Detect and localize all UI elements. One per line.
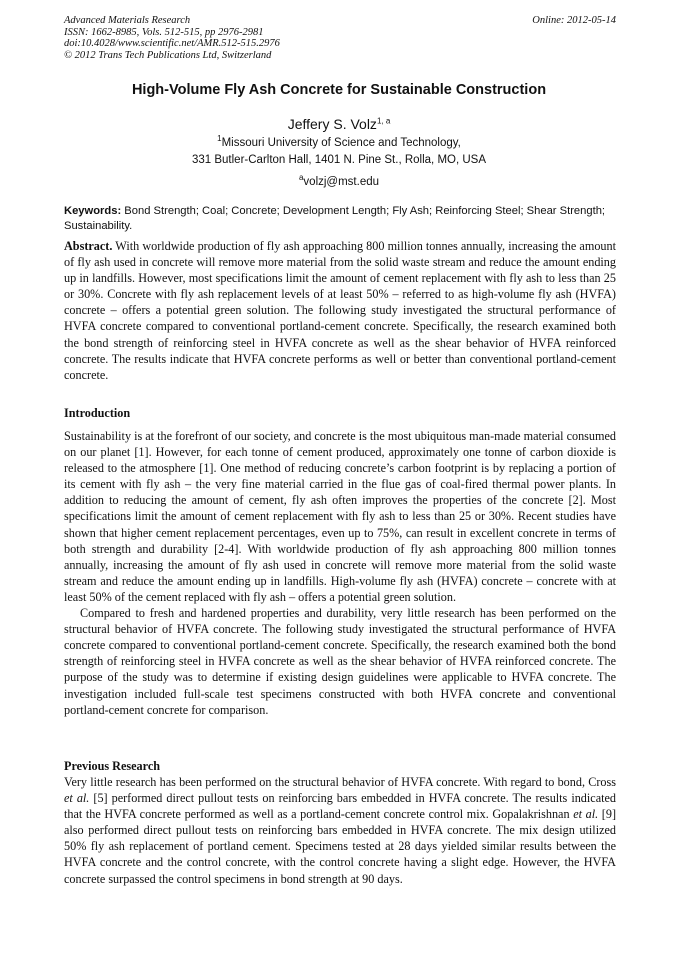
introduction-heading: Introduction [64, 406, 131, 420]
copyright-line: © 2012 Trans Tech Publications Ltd, Switzerland [64, 49, 272, 61]
abstract-text: With worldwide production of fly ash approaching 800 million tonnes annually, increasing the amount of fly ash used in concrete will remove more material from the solid waste stream and reduce the amount ending up in landfills. However, most specifications limit the amount of cement replacement with fly ash to less than 25 or 30%. Concrete with fly ash replacement levels of at least 50% – referred to as high-volume fly ash (HVFA) concrete – offers a potential green solution. The following study investigated the structural performance of HVFA concrete compared to conventional portland-cement concrete. Specifically, the research examined both the bond strength of reinforcing steel in HVFA concrete as well as the shear behavior of HVFA reinforced concrete. The results indicate that HVFA concrete performs as well or better than conventional portland-cement concrete. [64, 239, 616, 382]
introduction-paragraph-1: Sustainability is at the forefront of our society, and concrete is the most ubiquitous man-made material consumed on our planet [1]. However, for each tonne of cement produced, approximately one tonne of carbon dioxide is released to the atmosphere [1]. One method of reducing concrete’s carbon footprint is by replacing a portion of its cement with fly ash – the very fine material carried in the flue gas of coal-fired thermal power plants. In addition to reducing the amount of cement, fly ash often improves the properties of the concrete [2]. Most specifications limit the amount of cement replacement with fly ash to less than 25 or 30%. Recent studies have shown that higher cement replacement percentages, even up to 75%, can result in excellent concrete in terms of both strength and durability [2-4]. With worldwide production of fly ash approaching 800 million tonnes annually, increasing the amount of fly ash used in concrete will remove more material from the solid waste stream and reduce the amount ending up in landfills. High-volume fly ash (HVFA) concrete – concrete with at least 50% of the cement replaced with fly ash – offers a potential green solution. [64, 429, 616, 604]
issn-line: ISSN: 1662-8985, Vols. 512-515, pp 2976-2981 [64, 26, 264, 38]
paper-title: High-Volume Fly Ash Concrete for Sustainable Construction [131, 82, 547, 98]
keywords-text: Bond Strength; Coal; Concrete; Development Length; Fly Ash; Reinforcing Steel; Shear Strength; Sustainability. [64, 205, 606, 232]
introduction-paragraph-2: Compared to fresh and hardened properties and durability, very little research has been performed on the structural behavior of HVFA concrete. The following study investigated the structural performance of HVFA concrete compared to conventional portland-cement concrete. Specifically, the research examined both the bond strength of reinforcing steel in HVFA concrete as well as the shear behavior of HVFA reinforced concrete. The purpose of the study was to determine if existing design guidelines were applicable to HVFA concrete. The investigation included full-scale test specimens constructed with both HVFA concrete and conventional portland-cement concrete for comparison. [64, 606, 616, 717]
previous-research-paragraph [64, 774, 616, 887]
previous-research-heading: Previous Research [64, 759, 161, 773]
author-name: Jeffery S. Volz [287, 116, 377, 132]
keywords-label: Keywords: [64, 205, 122, 217]
abstract-block [64, 238, 616, 383]
author-email-line [0, 173, 678, 188]
citation-et-al-1: et al. [64, 791, 90, 806]
journal-header [64, 15, 616, 61]
abstract-label: Abstract. [64, 239, 113, 253]
email-superscript: a [298, 173, 304, 183]
online-date: Online: 2012-05-14 [532, 15, 616, 26]
author-superscript: 1, a [376, 116, 391, 126]
citation-et-al-2: et al. [573, 807, 599, 822]
previous-research-text-3: [9] also performed direct pullout tests on reinforcing bars embedded in HVFA concrete. The mix design utilized 50% fly ash replacement of portland cement. Specimens tested at 28 days yielded similar results between the HVFA concrete and the control concrete, with the control concrete having a slight edge. However, the HVFA concrete surpassed the control specimens in bond strength at 90 days. [64, 807, 616, 886]
affiliation-superscript: 1 [217, 134, 222, 144]
affiliation-line-1 [0, 134, 678, 149]
author-email[interactable]: volzj@mst.edu [303, 176, 380, 188]
affiliation-institution: Missouri University of Science and Technology, [221, 137, 461, 149]
previous-research-text-2: [5] performed direct pullout tests on reinforcing bars embedded in HVFA concrete. The results indicated that the HVFA concrete performed as well as a portland-cement concrete control mix. Gopalakrishnan [64, 791, 616, 822]
previous-research-text-1: Very little research has been performed on the structural behavior of HVFA concrete. With regard to bond, Cross [64, 775, 616, 789]
keywords-block [64, 204, 616, 233]
journal-name: Advanced Materials Research [64, 15, 191, 26]
introduction-body [64, 428, 616, 718]
author-line [0, 116, 678, 132]
affiliation-line-2: 331 Butler-Carlton Hall, 1401 N. Pine St., Rolla, MO, USA [191, 154, 486, 166]
doi-line: doi:10.4028/www.scientific.net/AMR.512-515.2976 [64, 38, 280, 49]
